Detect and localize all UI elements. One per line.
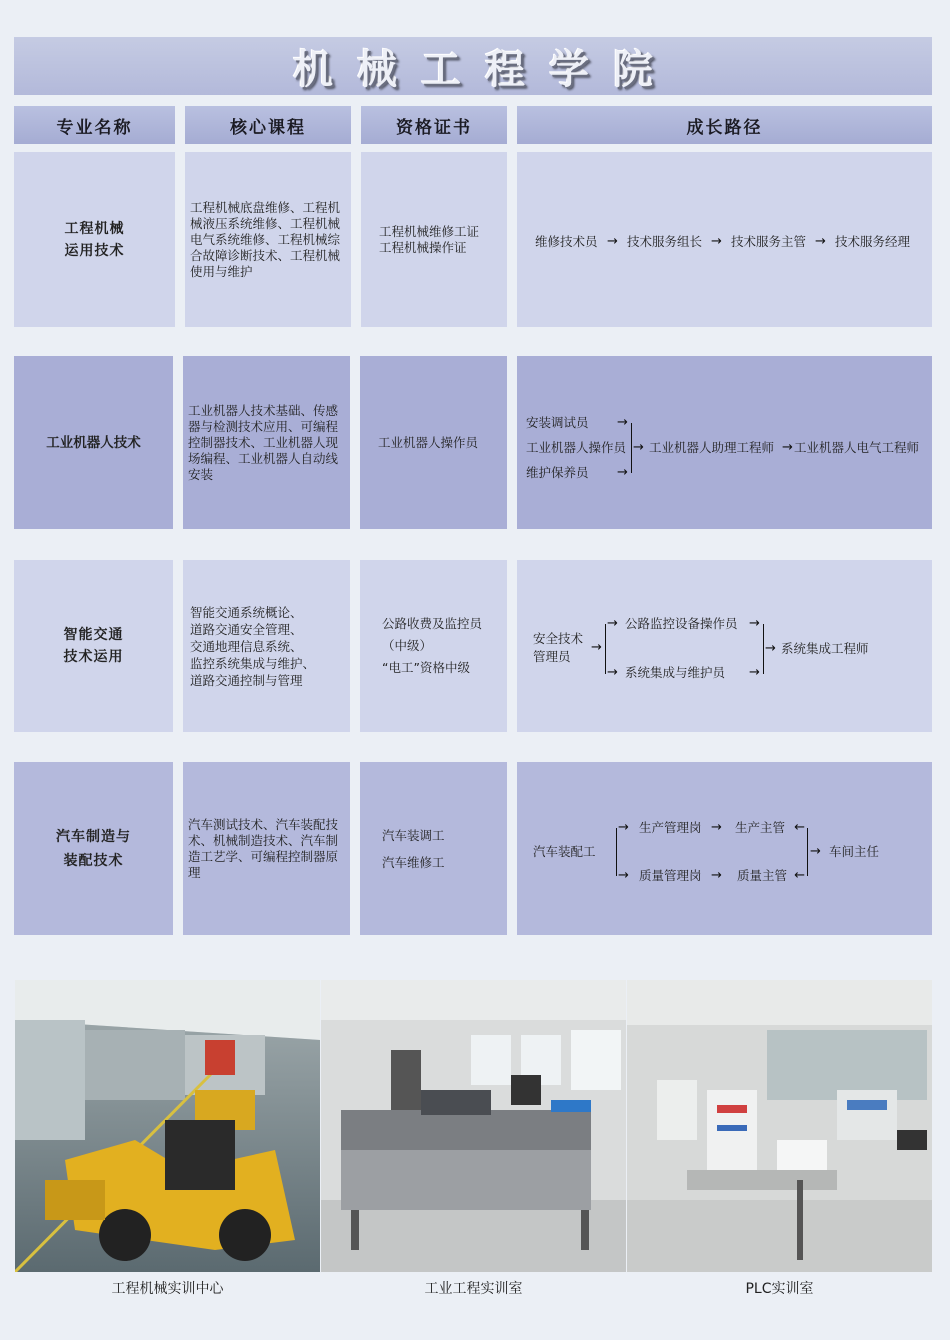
bracket-line — [631, 423, 632, 473]
arrow-left-icon: → — [794, 820, 805, 835]
machinery-hall-photo — [15, 980, 320, 1272]
page-title: 机械工程学院 — [293, 45, 677, 93]
major-name: 工业机器人技术 — [14, 356, 173, 529]
path-step: 系统集成工程师 — [781, 641, 869, 656]
arrow-right-icon: → — [591, 640, 602, 655]
arrow-right-icon: → — [782, 440, 793, 455]
arrow-right-icon: → — [711, 234, 722, 249]
path-step: 维修技术员 — [535, 234, 598, 249]
path-step: 安全技术 管理员 — [533, 631, 584, 664]
growth-path — [517, 762, 932, 935]
photo-caption: 工程机械实训中心 — [111, 1281, 224, 1297]
path-step: 质量管理岗 — [639, 868, 702, 883]
arrow-right-icon: → — [749, 616, 760, 631]
arrow-left-icon: → — [794, 868, 805, 883]
path-step: 工业机器人助理工程师 — [649, 440, 775, 455]
arrow-right-icon: → — [711, 868, 722, 883]
arrow-right-icon: → — [810, 844, 821, 859]
arrow-right-icon: → — [618, 820, 629, 835]
bracket-line — [616, 828, 617, 876]
growth-path — [517, 152, 932, 327]
certificates: 汽车装调工 汽车维修工 — [360, 762, 507, 935]
arrow-right-icon: → — [815, 234, 826, 249]
arrow-right-icon: → — [765, 641, 776, 656]
arrow-right-icon: → — [607, 665, 618, 680]
bracket-line — [763, 624, 764, 674]
certificates: 工程机械维修工证 工程机械操作证 — [361, 152, 507, 327]
path-step: 质量主管 — [737, 868, 788, 883]
certificates: 工业机器人操作员 — [360, 356, 507, 529]
path-step: 生产主管 — [735, 820, 786, 835]
plc-lab-photo — [627, 980, 932, 1272]
core-courses: 工程机械底盘维修、工程机械液压系统维修、工程机械电气系统维修、工程机械综合故障诊断技术、工程机械使用与维护 — [185, 152, 351, 327]
header-major: 专业名称 — [14, 106, 175, 144]
arrow-right-icon: → — [633, 440, 644, 455]
bracket-line — [807, 828, 808, 876]
path-step: 公路监控设备操作员 — [625, 616, 738, 631]
arrow-right-icon: → — [617, 415, 628, 430]
growth-path — [517, 356, 932, 529]
core-courses: 汽车测试技术、汽车装配技术、机械制造技术、汽车制造工艺学、可编程控制器原理 — [183, 762, 350, 935]
path-step: 工业机器人操作员 — [526, 440, 627, 455]
core-courses: 智能交通系统概论、 道路交通安全管理、 交通地理信息系统、 监控系统集成与维护、 道路交通控制与管理 — [183, 560, 350, 732]
arrow-right-icon: → — [607, 616, 618, 631]
path-step: 车间主任 — [829, 844, 880, 859]
core-courses: 工业机器人技术基础、传感器与检测技术应用、可编程控制器技术、工业机器人现场编程、工业机器人自动线安装 — [183, 356, 350, 529]
major-name: 汽车制造与 装配技术 — [14, 762, 173, 935]
arrow-right-icon: → — [749, 665, 760, 680]
title-banner — [14, 37, 932, 95]
photo-caption: 工业工程实训室 — [424, 1281, 523, 1297]
growth-path — [517, 560, 932, 732]
path-step: 技术服务主管 — [731, 234, 807, 249]
major-name: 智能交通 技术运用 — [14, 560, 173, 732]
path-step: 汽车装配工 — [533, 844, 596, 859]
header-growth-path: 成长路径 — [517, 106, 932, 144]
arrow-right-icon: → — [607, 234, 618, 249]
certificates: 公路收费及监控员 （中级） “电工”资格中级 — [360, 560, 507, 732]
major-name: 工程机械 运用技术 — [14, 152, 175, 327]
path-step: 维护保养员 — [526, 465, 589, 480]
path-step: 技术服务经理 — [835, 234, 911, 249]
path-step: 生产管理岗 — [639, 820, 702, 835]
path-step: 安装调试员 — [526, 415, 589, 430]
header-courses: 核心课程 — [185, 106, 351, 144]
arrow-right-icon: → — [711, 820, 722, 835]
path-step: 系统集成与维护员 — [625, 665, 726, 680]
arrow-right-icon: → — [617, 465, 628, 480]
bracket-line — [605, 624, 606, 674]
production-line-photo — [321, 980, 626, 1272]
path-step: 技术服务组长 — [627, 234, 703, 249]
path-step: 工业机器人电气工程师 — [794, 440, 920, 455]
photo-caption: PLC实训室 — [745, 1281, 814, 1297]
header-certs: 资格证书 — [361, 106, 507, 144]
arrow-right-icon: → — [618, 868, 629, 883]
